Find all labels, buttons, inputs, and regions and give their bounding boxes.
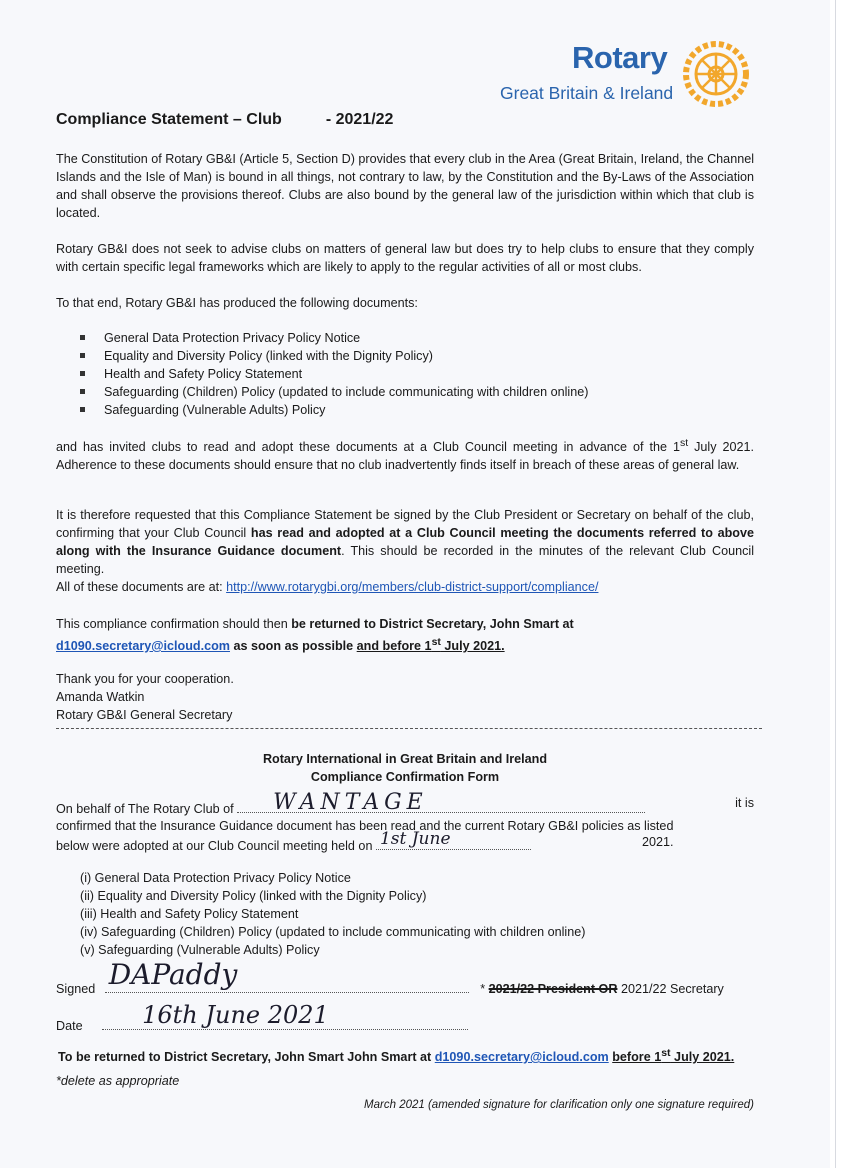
return-mid-text: as soon as possible (229, 639, 357, 654)
date-field[interactable] (102, 1001, 468, 1030)
return-deadline-text: before 1 (612, 1050, 662, 1065)
list-item: (iii) Health and Safety Policy Statement (80, 907, 299, 921)
request-bold-text: has read and adopted at a Club Council meeting the documents referred to above along with the Insurance Guidance document (56, 526, 754, 558)
struck-role-president: 2021/22 President OR (488, 982, 618, 996)
invite-paragraph (56, 434, 754, 474)
list-item: (i) General Data Protection Privacy Policy Notice (80, 871, 351, 885)
signoff-role: Rotary GB&I General Secretary (56, 708, 233, 722)
meeting-year: 2021. (642, 835, 674, 849)
invite-text-2: July 2021. Adherence to these documents should ensure that no club inadvertently finds itself in breach of these areas of general law. (56, 440, 754, 473)
rotary-logo-word: Rotary (572, 40, 668, 75)
date-handwritten: 16th June 2021 (142, 1001, 329, 1029)
signed-row (56, 958, 756, 996)
it-is-text: it is (735, 796, 754, 810)
page-title (56, 111, 393, 129)
delete-note: *delete as appropriate (56, 1074, 180, 1088)
form-title-line-1: Rotary International in Great Britain and Ireland (262, 752, 548, 766)
date-row (56, 1001, 756, 1033)
signoff-block (56, 670, 754, 724)
date-label: Date (56, 1019, 83, 1033)
return-instruction-deadline (612, 1047, 735, 1065)
list-item: (ii) Equality and Diversity Policy (linked with the Dignity Policy) (80, 889, 427, 903)
club-name-handwritten: WANTAGE (273, 790, 428, 815)
deadline-text: and before 1 (356, 639, 432, 654)
list-item: Safeguarding (Vulnerable Adults) Policy (56, 401, 754, 419)
intro-paragraph-1 (56, 150, 754, 222)
invite-sup: st (679, 437, 689, 449)
club-label: On behalf of The Rotary Club of (56, 802, 234, 816)
list-item: Health and Safety Policy Statement (56, 365, 754, 383)
page-edge-line (835, 0, 836, 1168)
documents-link-label: All of these documents are at: (56, 580, 227, 594)
intro-text-2: Rotary GB&I does not seek to advise clubs on matters of general law but does try to help clubs to ensure that they comply with certain specific legal frameworks which are likely to apply to the regular activities of all or most clubs. (56, 242, 754, 274)
documents-list (56, 329, 754, 419)
secretary-email-link[interactable]: d1090.secretary@icloud.com (56, 639, 230, 654)
return-bold-text: be returned to District Secretary, John Smart at (291, 617, 574, 631)
footer-note: March 2021 (amended signature for clarification only one signature required) (364, 1099, 754, 1111)
signature-field[interactable] (105, 958, 469, 993)
list-item: (iv) Safeguarding (Children) Policy (updated to include communicating with children online) (80, 925, 586, 939)
list-item: Equality and Diversity Policy (linked with the Dignity Policy) (56, 347, 754, 365)
return-email-link[interactable]: d1090.secretary@icloud.com (434, 1050, 609, 1065)
intro-paragraph-3 (56, 294, 754, 312)
meeting-date-handwritten: 1st June (379, 829, 451, 849)
form-meeting-line (56, 829, 754, 853)
compliance-documents-link[interactable]: http://www.rotarygbi.org/members/club-district-support/compliance/ (226, 580, 599, 594)
return-deadline (356, 636, 505, 654)
list-item: Safeguarding (Children) Policy (updated to include communicating with children online) (56, 383, 754, 401)
deadline-text-2: July 2021. (440, 639, 505, 654)
invite-text: and has invited clubs to read and adopt these documents at a Club Council meeting in advance of the 1 (56, 440, 680, 455)
asterisk: * (480, 982, 486, 996)
signoff-name: Amanda Watkin (56, 690, 145, 704)
list-item: General Data Protection Privacy Policy Notice (56, 329, 754, 347)
return-text: This compliance confirmation should then (56, 617, 292, 631)
title-left: Compliance Statement – Club (56, 111, 282, 128)
meeting-label: below were adopted at our Club Council meeting held on (56, 839, 373, 853)
signature-handwritten: DAPaddy (108, 958, 238, 991)
title-right: - 2021/22 (325, 111, 394, 128)
request-text: It is therefore requested that this Compliance Statement be signed by the Club President or Secretary on behalf of the club, confirming that your Club Council (56, 508, 754, 540)
club-name-field[interactable] (237, 790, 645, 815)
return-paragraph (56, 615, 754, 655)
return-deadline-text-2: July 2021. (670, 1050, 735, 1065)
signed-label: Signed (56, 982, 96, 996)
confirm-text: confirmed that the Insurance Guidance document has been read and the current Rotary GB&I policies as listed (56, 819, 674, 833)
return-instruction (58, 1047, 758, 1064)
form-policies-list (80, 869, 740, 959)
deadline-sup: st (431, 636, 441, 648)
form-club-line (56, 790, 754, 816)
meeting-date-field[interactable] (376, 829, 531, 850)
form-title (56, 750, 754, 786)
page-edge (830, 0, 848, 1168)
intro-text-1: The Constitution of Rotary GB&I (Article 5, Section D) provides that every club in the Area (Great Britain, Ireland, the Channel Islands and the Isle of Man) is bound in all things, not contrary to law, by the Constitution and the By-Laws of the Association and shall observe the provisions thereof. Clubs are also bound by the general law of the jurisdiction within which that club is located. (56, 152, 754, 220)
list-item: (v) Safeguarding (Vulnerable Adults) Policy (80, 943, 320, 957)
cut-line-divider (56, 728, 762, 729)
intro-text-3: To that end, Rotary GB&I has produced the following documents: (56, 296, 418, 310)
rotary-wheel-icon (680, 38, 752, 110)
request-text-2: . This should be recorded in the minutes of the relevant Club Council meeting. (56, 544, 755, 576)
request-paragraph (56, 506, 754, 596)
intro-paragraph-2 (56, 240, 754, 276)
signoff-thanks: Thank you for your cooperation. (56, 672, 234, 686)
form-title-line-2: Compliance Confirmation Form (310, 770, 500, 784)
return-deadline-sup: st (661, 1047, 671, 1059)
rotary-logo-subtitle: Great Britain & Ireland (500, 83, 674, 103)
return-instruction-text: To be returned to District Secretary, John Smart John Smart at (58, 1050, 435, 1065)
signer-role: 2021/22 Secretary (620, 982, 724, 996)
